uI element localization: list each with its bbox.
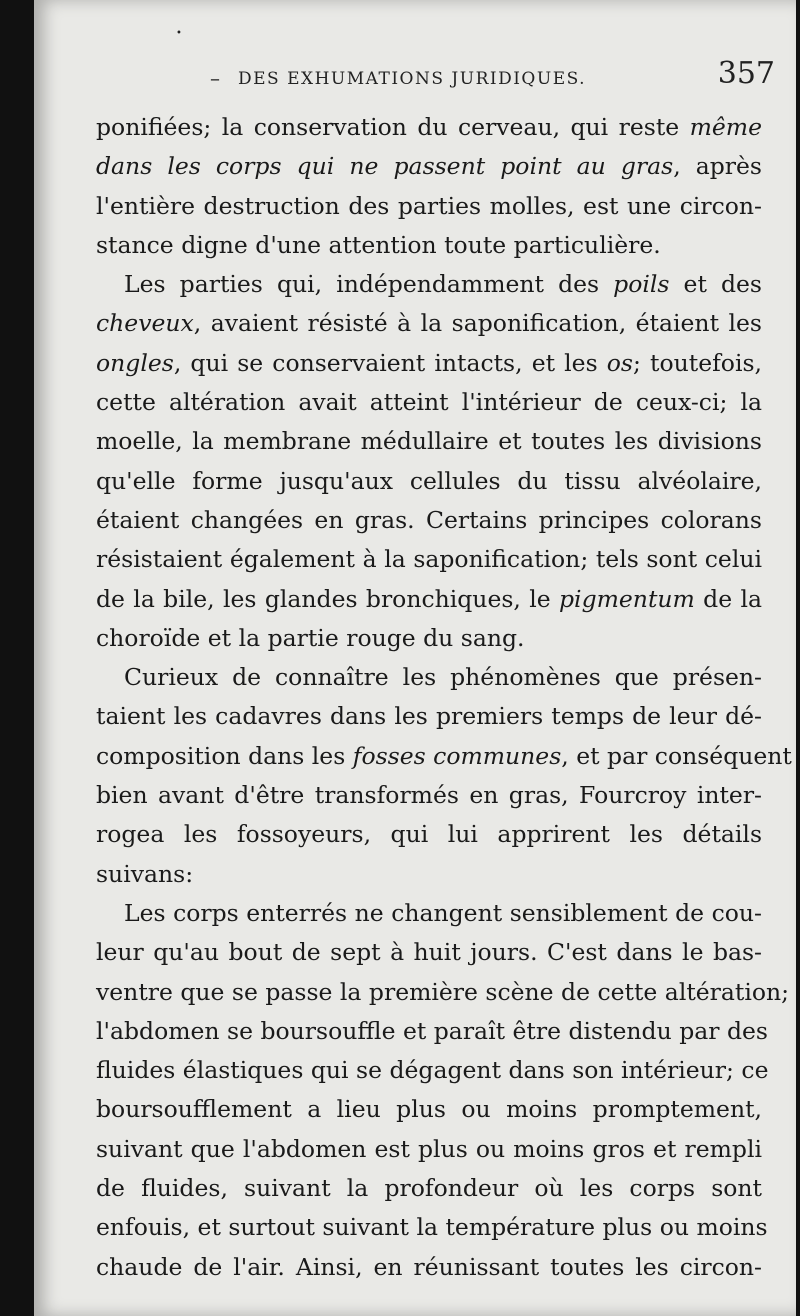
text-segment: suivant que l'abdomen est plus ou moins gros et rempli	[96, 1134, 762, 1163]
text-segment: boursoufflement a lieu plus ou moins promptement,	[96, 1095, 762, 1124]
text-segment: de la	[694, 584, 762, 613]
text-segment: étaient changées en gras. Certains principes colorans	[96, 505, 762, 534]
text-segment: , qui se conservaient intacts, et les	[173, 348, 607, 377]
text-segment: , avaient résisté à la saponification, étaient les	[193, 309, 762, 338]
text-segment: suivans:	[96, 859, 194, 888]
text-segment: leur qu'au bout de sept à huit jours. C'est dans le bas-	[96, 938, 762, 967]
text-segment: Les parties qui, indépendamment des	[124, 270, 614, 299]
text-segment: de la bile, les glandes bronchiques, le	[96, 584, 560, 613]
italic-segment: cheveux	[96, 309, 194, 338]
text-segment: fluides élastiques qui se dégagent dans son intérieur; ce	[96, 1056, 769, 1085]
italic-segment: os	[606, 348, 633, 377]
text-line	[96, 973, 790, 1012]
text-segment: stance digne d'une attention toute particulière.	[96, 230, 661, 259]
text-line	[96, 619, 762, 658]
text-line	[96, 383, 762, 422]
text-line	[96, 304, 762, 343]
text-segment: , après	[673, 152, 762, 181]
text-line	[96, 1169, 762, 1208]
text-segment: , et par conséquent	[561, 741, 792, 770]
text-line	[96, 1012, 768, 1051]
text-line	[96, 894, 762, 933]
text-segment: ventre que se passe la première scène de cette altération;	[96, 977, 790, 1006]
text-line	[96, 108, 762, 147]
italic-segment: ongles	[96, 348, 174, 377]
text-segment: enfouis, et surtout suivant la température plus ou moins	[96, 1213, 768, 1242]
text-line	[96, 1130, 762, 1169]
running-title: DES EXHUMATIONS JURIDIQUES.	[238, 69, 587, 89]
text-line	[96, 658, 762, 697]
text-segment: moelle, la membrane médullaire et toutes les divisions	[96, 427, 762, 456]
text-line	[96, 1208, 768, 1247]
book-page	[34, 0, 796, 1316]
italic-segment: même	[689, 113, 762, 141]
text-line	[96, 187, 762, 226]
text-line	[96, 226, 762, 265]
header-dash: –	[210, 66, 220, 90]
page-number: 357	[717, 56, 775, 91]
text-line	[96, 344, 762, 383]
text-line	[96, 776, 762, 815]
text-segment: choroïde et la partie rouge du sang.	[96, 623, 525, 652]
text-line	[96, 540, 762, 579]
text-segment: l'abdomen se boursouffle et paraît être distendu par des	[96, 1016, 768, 1045]
page-header	[210, 56, 775, 96]
text-line	[96, 462, 762, 501]
text-line	[96, 422, 762, 461]
italic-segment: pigmentum	[559, 584, 695, 613]
text-segment: composition dans les	[96, 741, 353, 770]
text-segment: chaude de l'air. Ainsi, en réunissant toutes les circon-	[96, 1252, 762, 1281]
text-segment: et des	[669, 270, 762, 299]
text-segment: cette altération avait atteint l'intérieur de ceux-ci; la	[96, 388, 762, 417]
text-segment: rogea les fossoyeurs, qui lui apprirent les détails	[96, 820, 762, 849]
text-line	[96, 933, 762, 972]
text-line	[96, 737, 792, 776]
text-line	[96, 1090, 762, 1129]
text-line	[96, 147, 762, 186]
text-line	[96, 855, 762, 894]
text-line	[96, 815, 762, 854]
text-segment: l'entière destruction des parties molles, est une circon-	[96, 191, 762, 220]
text-segment: bien avant d'être transformés en gras, Fourcroy inter-	[96, 781, 762, 810]
text-line	[96, 501, 762, 540]
text-segment: résistaient également à la saponification; tels sont celui	[96, 545, 762, 574]
italic-segment: poils	[613, 270, 670, 299]
text-segment: de fluides, suivant la profondeur où les corps sont	[96, 1174, 762, 1203]
italic-segment: dans les corps qui ne passent point au gras	[96, 152, 674, 181]
text-segment: Curieux de connaître les phénomènes que présen-	[124, 663, 762, 692]
text-segment: ponifiées; la conservation du cerveau, qui reste	[96, 113, 690, 141]
text-segment: Les corps enterrés ne changent sensiblement de cou-	[124, 898, 762, 927]
text-line	[96, 580, 762, 619]
text-line	[96, 265, 762, 304]
text-line	[96, 1051, 769, 1090]
text-segment: qu'elle forme jusqu'aux cellules du tissu alvéolaire,	[96, 466, 762, 495]
text-line	[96, 1248, 762, 1287]
text-segment: taient les cadavres dans les premiers temps de leur dé-	[96, 702, 762, 731]
text-line	[96, 697, 762, 736]
ink-speck: •	[176, 28, 182, 39]
italic-segment: fosses communes	[352, 741, 562, 770]
body-text	[96, 108, 792, 1287]
text-segment: ; toutefois,	[633, 348, 763, 377]
